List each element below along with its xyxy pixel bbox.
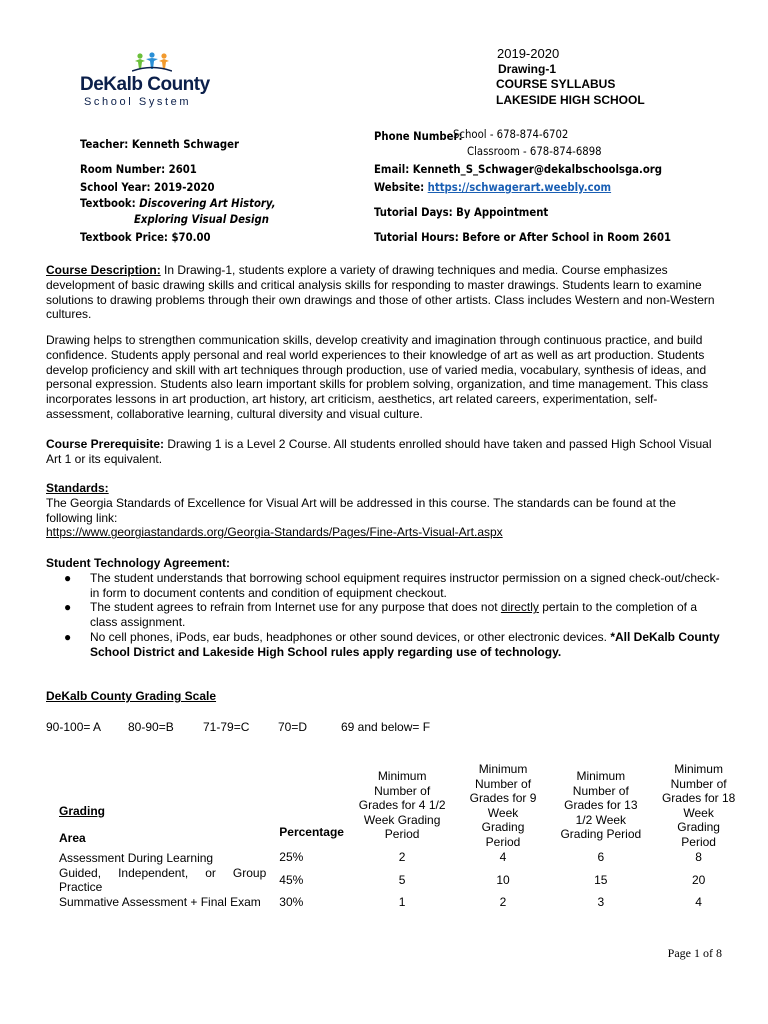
standards-section xyxy=(46,481,722,540)
grading-table-header xyxy=(46,762,746,849)
table-row: Assessment During Learning 25% 2 4 6 8 xyxy=(59,850,702,865)
grade-f: 69 and below= F xyxy=(341,720,431,734)
textbook-price: Textbook Price: $70.00 xyxy=(80,230,211,244)
phone-label: Phone Number: xyxy=(374,129,463,143)
table-row: Summative Assessment + Final Exam 30% 1 2 3 4 xyxy=(59,894,702,909)
school-year: School Year: 2019-2020 xyxy=(80,180,215,194)
grading-table xyxy=(46,762,746,909)
course-description: Course Description: In Drawing-1, students explore a variety of drawing techniques and media. Course emphasizes development of basic drawing skills and critical analysis skills for responding to master drawings. Students learn to examine solutions to drawing problems through their own drawings and those of other artists. Class includes Western and non-Western cultures. xyxy=(46,263,715,322)
school-logo xyxy=(80,52,220,110)
standards-label: Standards: xyxy=(46,481,109,495)
phone-school: School - 678-874-6702 xyxy=(453,127,569,141)
page-number: Page 1 of 8 xyxy=(667,946,722,960)
header-course: Drawing-1 xyxy=(498,62,557,76)
header-q3: Minimum Number of Grades for 13 1/2 Week Grading Period xyxy=(560,769,642,842)
drawing-paragraph: Drawing helps to strengthen communication skills, develop creativity and imagination through continuous practice, and build confidence. Students apply personal and real world experiences to their knowledge of art as well as art production. Students develop proficiency and skill with art techniques through production, use of varied media, vocabulary, synthesis of ideas, and personal expression. Students also learn important skills for problem solving, organization, and time management. This class incorporates lessons in art production, art history, art criticism, aesthetics, art related careers, experimentation, self-assessment, collaborative learning, cultural diversity and visual culture. xyxy=(46,333,709,421)
header-school: LAKESIDE HIGH SCHOOL xyxy=(496,93,645,107)
textbook-line-2: Exploring Visual Design xyxy=(134,212,269,226)
phone-classroom: Classroom - 678-874-6898 xyxy=(467,144,602,158)
course-prerequisite: Course Prerequisite: Drawing 1 is a Level 2 Course. All students enrolled should have taken and passed High School Visual Art 1 or its equivalent. xyxy=(46,437,712,466)
grading-scale-label: DeKalb County Grading Scale xyxy=(46,689,217,703)
technology-item-2: ● The student agrees to refrain from Internet use for any purpose that does not directly pertain to the completion of a class assignment. xyxy=(64,600,698,630)
grade-c: 71-79=C xyxy=(203,720,250,734)
logo-figures-icon xyxy=(132,52,172,72)
grade-a: 90-100= A xyxy=(46,720,102,734)
room-number: Room Number: 2601 xyxy=(80,162,197,176)
logo-subtitle: School System xyxy=(84,96,192,108)
website-row: Website: https://schwagerart.weebly.com xyxy=(374,180,612,194)
website-link[interactable]: https://schwagerart.weebly.com xyxy=(427,180,612,194)
tutorial-days: Tutorial Days: By Appointment xyxy=(374,205,549,219)
technology-item-1: ● The student understands that borrowing school equipment requires instructor permission on a signed check-out/check-in form to document contents and condition of equipment checkout. xyxy=(64,570,720,600)
header-q4: Minimum Number of Grades for 18 Week Grading Period xyxy=(661,762,736,849)
textbook-line-1: Textbook: Discovering Art History, xyxy=(80,196,276,210)
email: Email: Kenneth_S_Schwager@dekalbschoolsga.org xyxy=(374,162,663,176)
prerequisite-label: Course Prerequisite: xyxy=(46,437,165,451)
tutorial-hours: Tutorial Hours: Before or After School in Room 2601 xyxy=(374,230,672,244)
table-row: Guided, Independent, or Group Practice 45% 5 10 15 20 xyxy=(59,865,706,894)
header-percentage: Percentage xyxy=(279,824,344,839)
header-area: Grading Area xyxy=(59,804,106,845)
teacher-name: Teacher: Kenneth Schwager xyxy=(80,137,240,151)
technology-agreement xyxy=(46,556,722,660)
technology-item-3: ● No cell phones, iPods, ear buds, headphones or other sound devices, or other electronic devices. *All DeKalb County School District and Lakeside High School rules apply regarding use of technology. xyxy=(64,629,720,659)
logo-wordmark: DeKalb County xyxy=(80,74,210,95)
standards-text: The Georgia Standards of Excellence for Visual Art will be addressed in this course. The standards can be found at the following link: xyxy=(46,495,676,525)
header-q2: Minimum Number of Grades for 9 Week Grading Period xyxy=(469,762,537,849)
technology-label: Student Technology Agreement: xyxy=(46,556,231,570)
course-description-label: Course Description: xyxy=(46,263,161,277)
header-doc-type: COURSE SYLLABUS xyxy=(496,77,616,91)
grade-b: 80-90=B xyxy=(128,720,174,734)
header-q1: Minimum Number of Grades for 4 1/2 Week Grading Period xyxy=(358,769,446,842)
standards-link[interactable]: https://www.georgiastandards.org/Georgia-Standards/Pages/Fine-Arts-Visual-Art.aspx xyxy=(46,525,503,540)
grade-d: 70=D xyxy=(278,720,308,734)
header-year: 2019-2020 xyxy=(497,46,560,61)
